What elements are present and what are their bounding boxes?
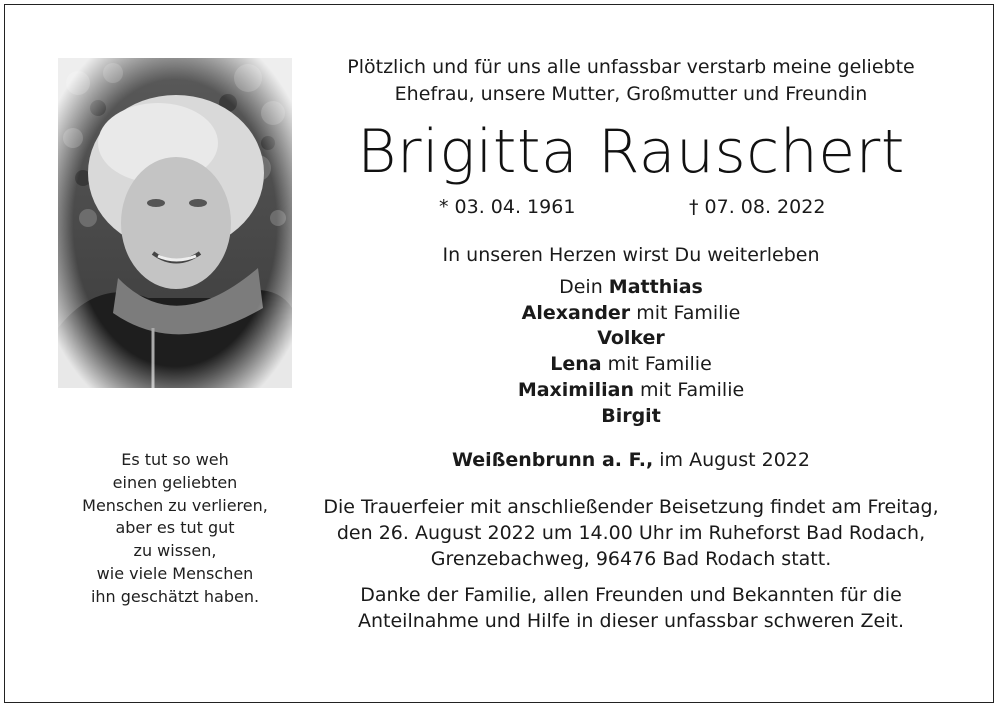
- birth-date: * 03. 04. 1961: [439, 196, 576, 218]
- thanks-line: Anteilnahme und Hilfe in dieser unfassbar schweren Zeit.: [358, 610, 904, 633]
- mourner: Dein Matthias: [559, 276, 703, 298]
- quote-line: Es tut so weh: [121, 450, 229, 469]
- mourner: Maximilian mit Familie: [517, 378, 745, 401]
- mourner: Alexander mit Familie: [521, 301, 741, 324]
- portrait-photo: [58, 58, 292, 388]
- tagline: In unseren Herzen wirst Du weiterleben: [442, 244, 820, 266]
- funeral-line: Grenzebachweg, 96476 Bad Rodach statt.: [430, 548, 832, 571]
- thanks-line: Danke der Familie, allen Freunden und Bekannten für die: [360, 584, 902, 607]
- quote-line: Menschen zu verlieren,: [82, 495, 268, 515]
- quote-line: aber es tut gut: [115, 518, 235, 538]
- funeral-line: den 26. August 2022 um 14.00 Uhr im Ruheforst Bad Rodach,: [336, 522, 926, 545]
- mourner: Lena mit Familie: [550, 353, 712, 376]
- mourner: Birgit: [601, 404, 661, 427]
- quote-line: ihn geschätzt haben.: [90, 586, 260, 606]
- obituary-text: [311, 50, 951, 634]
- quote-line: zu wissen,: [133, 541, 217, 561]
- mourners-list: [311, 275, 951, 429]
- mourner: Volker: [597, 327, 665, 350]
- intro-line: Plötzlich und für uns alle unfassbar verstarb meine geliebte: [347, 56, 915, 78]
- memorial-quote: [58, 449, 292, 609]
- funeral-info: [311, 494, 951, 572]
- life-dates: [311, 192, 951, 226]
- deceased-name: Brigitta Rauschert: [357, 117, 905, 187]
- intro-line: Ehefrau, unsere Mutter, Großmutter und Freundin: [394, 83, 868, 105]
- place-and-date: Weißenbrunn a. F., im August 2022: [452, 449, 810, 472]
- thanks-text: [311, 582, 951, 634]
- death-date: † 07. 08. 2022: [689, 196, 826, 218]
- intro-text: [311, 54, 951, 108]
- quote-line: einen geliebten: [112, 472, 238, 492]
- quote-line: wie viele Menschen: [96, 563, 254, 583]
- funeral-line: Die Trauerfeier mit anschließender Beisetzung findet am Freitag,: [323, 496, 939, 519]
